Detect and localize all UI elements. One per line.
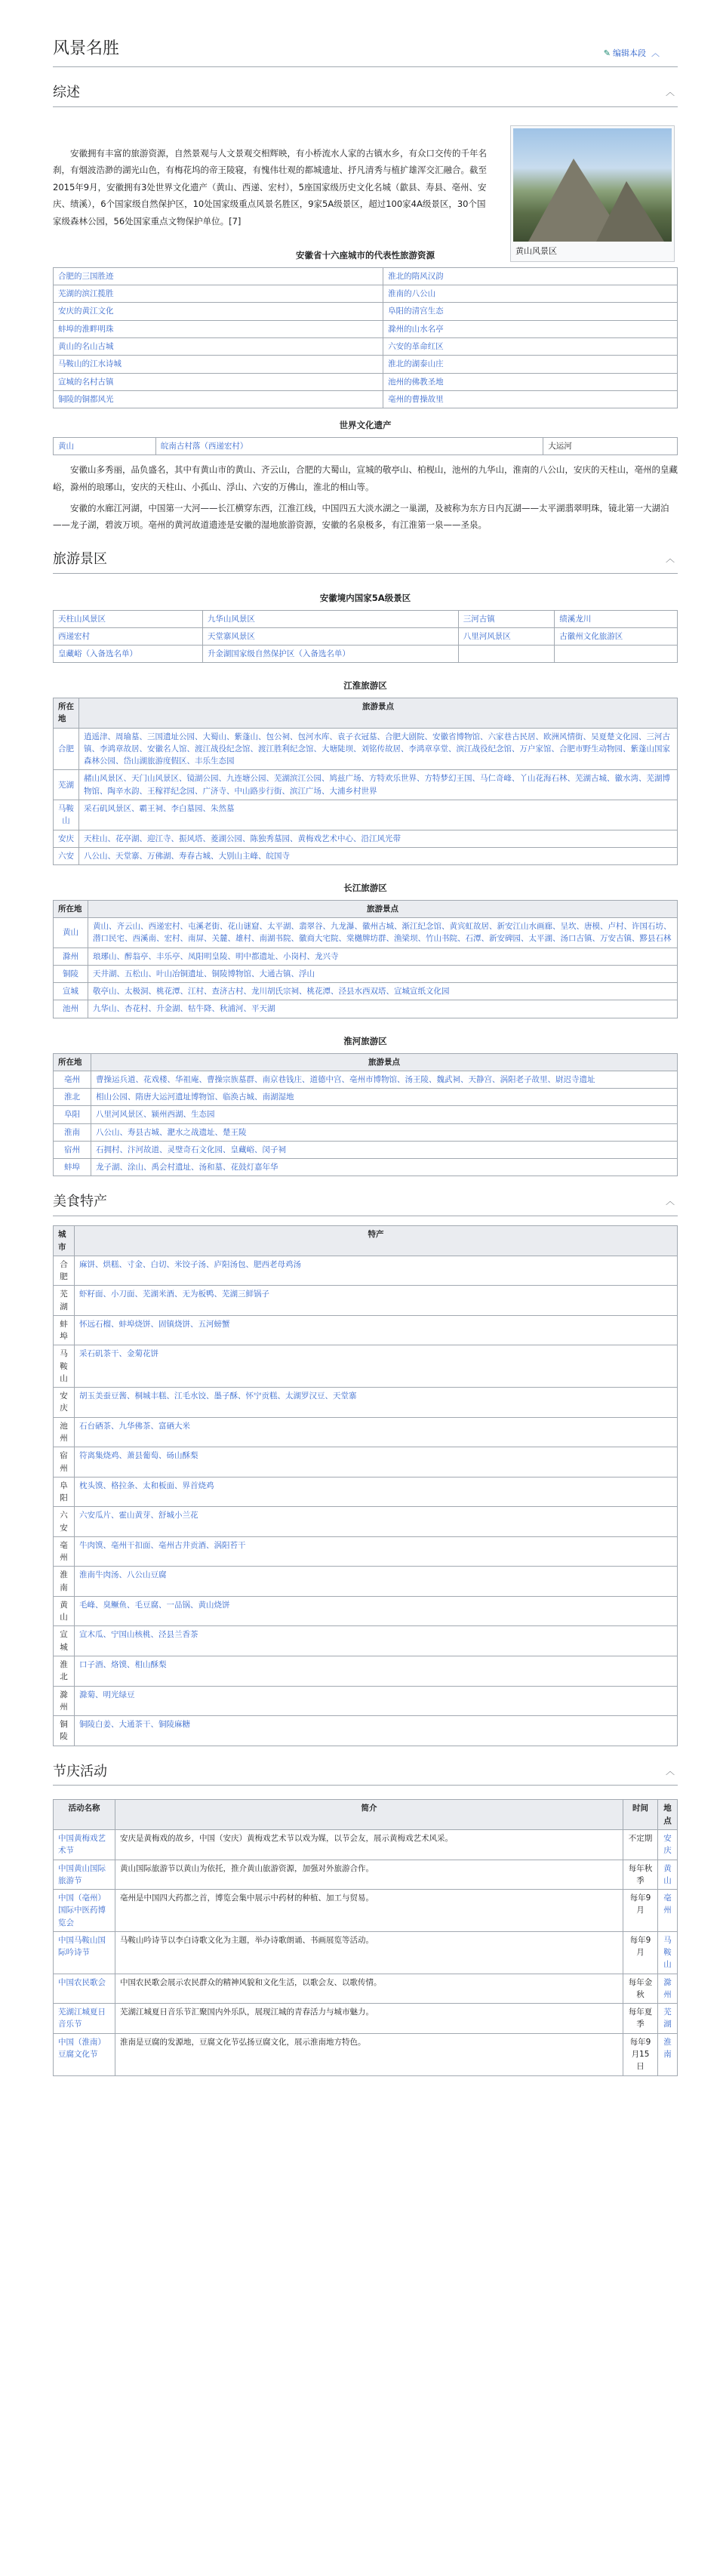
location-cell[interactable]: 阜阳 bbox=[54, 1106, 91, 1123]
city-cell: 黄山 bbox=[54, 1596, 75, 1626]
section-heading-food bbox=[53, 1187, 678, 1216]
table-cell: 亳州是中国四大药都之首，博览会集中展示中药材的种植、加工与贸易。 bbox=[115, 1890, 623, 1932]
column-header: 所在地 bbox=[54, 1053, 91, 1071]
festival-table bbox=[53, 1799, 678, 2075]
table-cell[interactable]: 宣木瓜、宁国山核桃、泾县兰香茶 bbox=[75, 1626, 678, 1656]
food-table bbox=[53, 1225, 678, 1746]
table-row bbox=[54, 1000, 678, 1018]
table-cell[interactable]: 虾籽面、小刀面、芜湖米酒、无为板鸭、芜湖三鲜锅子 bbox=[75, 1286, 678, 1316]
table-cell: 每年金秋 bbox=[623, 1974, 658, 2004]
table-cell[interactable]: 马鞍山的江水诗城 bbox=[54, 356, 383, 373]
table-cell[interactable]: 滁州的山水名亭 bbox=[383, 320, 678, 337]
event-name-cell[interactable]: 芜湖江城夏日音乐节 bbox=[54, 2004, 115, 2034]
table-row bbox=[54, 303, 678, 320]
city-cell: 铜陵 bbox=[54, 1716, 75, 1746]
table-row bbox=[54, 320, 678, 337]
table-title: 安徽省十六座城市的代表性旅游资源 bbox=[296, 250, 435, 261]
table-cell: 中国农民歌会展示农民群众的精神风貌和文化生活，以歌会友、以歌传情。 bbox=[115, 1974, 623, 2004]
table-row bbox=[54, 1596, 678, 1626]
column-header: 旅游景点 bbox=[91, 1053, 678, 1071]
table-cell[interactable]: 芜湖 bbox=[658, 2004, 678, 2034]
table-row bbox=[54, 770, 678, 800]
table-row bbox=[54, 1860, 678, 1890]
table-row bbox=[54, 1829, 678, 1860]
table-cell[interactable]: 采石矶风景区、霸王祠、李白墓园、朱然墓 bbox=[79, 800, 678, 830]
table-row bbox=[54, 1447, 678, 1478]
location-cell[interactable]: 淮北 bbox=[54, 1089, 91, 1106]
collapse-chevron-icon[interactable]: ︿ bbox=[665, 87, 675, 98]
table-cell[interactable]: 黄山、齐云山、西递宏村、屯溪老街、花山谜窟、太平湖、翡翠谷、九龙瀑、徽州古城、渐江纪念馆、黄宾虹故居、新安江山水画廊、呈坎、唐模、卢村、许国石坊、潜口民宅、西溪南、宏村、南屏、关麓、雄村、南湖书院、徽商大宅院、棠樾牌坊群、渔梁坝、竹山书院、石潭、新安碑园、太平湖、汤口古镇、万安古镇、黟县石林 bbox=[88, 918, 678, 948]
intro-paragraph: 安徽拥有丰富的旅游资源，自然景观与人文景观交相辉映，有小桥流水人家的古镇水乡，有众口交传的千年名刹，有烟波浩渺的湖光山色，有梅花坞的帝王陵寝，有愧伟壮观的都城遗址、抒凡清秀与植扩雄浑交汇融合。截至2015年9月，安徽拥有3处世界文化遗产（黄山、西递、宏村），5座国家级历史文化名城（歙县、寿县、亳州、安庆、绩溪），6个国家级自然保护区，10处国家级重点风景名胜区，9家5A级景区，超过100家4A级景区，30个国家级森林公园，56处国家重点文物保护单位。[7] bbox=[53, 147, 487, 226]
table-row bbox=[54, 627, 678, 645]
table-row bbox=[54, 356, 678, 373]
table-cell: 黄山国际旅游节以黄山为依托，推介黄山旅游资源，加强对外旅游合作。 bbox=[115, 1860, 623, 1890]
table-cell[interactable]: 马鞍山 bbox=[658, 1931, 678, 1974]
event-name-cell[interactable]: 中国黄梅戏艺术节 bbox=[54, 1829, 115, 1860]
table-cell[interactable]: 淮南的八公山 bbox=[383, 285, 678, 303]
city-cell: 池州 bbox=[54, 1417, 75, 1447]
table-cell: 每年9月15日 bbox=[623, 2033, 658, 2075]
table-cell[interactable]: 九华山、杏花村、升金湖、牯牛降、秋浦河、平天湖 bbox=[88, 1000, 678, 1018]
table-cell[interactable]: 淮北的隋风汉韵 bbox=[383, 267, 678, 285]
table-cell[interactable]: 琅琊山、醉翁亭、丰乐亭、凤阳明皇陵、明中都遗址、小岗村、龙兴寺 bbox=[88, 948, 678, 965]
table-cell[interactable]: 铜陵白姜、大通茶干、铜陵麻糖 bbox=[75, 1716, 678, 1746]
location-cell[interactable]: 芜湖 bbox=[54, 770, 79, 800]
location-cell[interactable]: 黄山 bbox=[54, 918, 88, 948]
thumbnail-caption: 黄山风景区 bbox=[515, 245, 557, 256]
table-cell[interactable]: 黄山的名山古城 bbox=[54, 337, 383, 355]
table-cell[interactable]: 符离集烧鸡、萧县葡萄、砀山酥梨 bbox=[75, 1447, 678, 1478]
table-cell: 芜湖江城夏日音乐节汇聚国内外乐队，展现江城的青春活力与城市魅力。 bbox=[115, 2004, 623, 2034]
mountains-paragraph: 安徽山多秀丽，品负盛名，其中有黄山市的黄山、齐云山，合肥的大蜀山，宣城的敬亭山、柏枧山，池州的九华山，淮南的八公山，安庆的天柱山，亳州的皇藏峪，滁州的琅琊山，安庆的天柱山、小孤山、浮山、六安的万佛山，淮北的相山等。 bbox=[53, 464, 678, 492]
city-cell: 亳州 bbox=[54, 1536, 75, 1567]
table-row bbox=[54, 337, 678, 355]
table-header-row bbox=[54, 698, 678, 729]
table-cell[interactable]: 八里河风景区、颍州西湖、生态园 bbox=[91, 1106, 678, 1123]
table-row bbox=[54, 1141, 678, 1158]
table-row bbox=[54, 983, 678, 1000]
table-title: 江淮旅游区 bbox=[343, 680, 387, 692]
table-row bbox=[54, 728, 678, 770]
city-cell: 合肥 bbox=[54, 1256, 75, 1286]
table-row bbox=[54, 918, 678, 948]
table-cell[interactable]: 芜湖的滨江揽胜 bbox=[54, 285, 383, 303]
location-cell[interactable]: 合肥 bbox=[54, 728, 79, 770]
table-cell[interactable]: 胡玉美蚕豆酱、桐城丰糕、江毛水饺、墨子酥、怀宁贡糕、太湖罗汉豆、天堂寨 bbox=[75, 1388, 678, 1418]
table-title: 淮河旅游区 bbox=[343, 1035, 387, 1046]
city-cell: 宿州 bbox=[54, 1447, 75, 1478]
section-title: 美食特产 bbox=[53, 1194, 107, 1210]
event-name-cell[interactable]: 中国（亳州）国际中医药博览会 bbox=[54, 1890, 115, 1932]
table-title: 长江旅游区 bbox=[343, 883, 387, 894]
table-cell[interactable]: 曹操运兵道、花戏楼、华祖庵、曹操宗族墓群、南京巷钱庄、道德中宫、亳州市博物馆、汤王陵、魏武祠、天静宫、涡阳老子故里、尉迟寺遗址 bbox=[91, 1071, 678, 1088]
table-title: 世界文化遗产 bbox=[339, 420, 392, 431]
table-cell[interactable]: 黄山 bbox=[54, 437, 156, 454]
table-title: 安徽境内国家5A级景区 bbox=[319, 592, 411, 603]
intro-text-container bbox=[53, 116, 491, 230]
table-cell[interactable]: 采石矶茶干、金菊花饼 bbox=[75, 1345, 678, 1388]
pencil-icon: ✎ bbox=[603, 48, 611, 58]
table-cell[interactable]: 口子酒、烙馍、相山酥梨 bbox=[75, 1656, 678, 1686]
huaihe-table bbox=[53, 1053, 678, 1177]
table-row bbox=[54, 1388, 678, 1418]
thumbnail[interactable] bbox=[510, 125, 675, 262]
city-cell: 六安 bbox=[54, 1507, 75, 1537]
table-cell: 每年9月 bbox=[623, 1931, 658, 1974]
table-row bbox=[54, 1071, 678, 1088]
table-row bbox=[54, 285, 678, 303]
table-row bbox=[54, 610, 678, 627]
table-cell[interactable]: 八公山、天堂寨、万佛湖、寿春古城、大别山主峰、皖国寺 bbox=[79, 847, 678, 864]
table-cell[interactable]: 皖南古村落（西递宏村） bbox=[155, 437, 543, 454]
huangshan-image[interactable] bbox=[513, 128, 672, 242]
location-cell[interactable]: 六安 bbox=[54, 847, 79, 864]
section-heading-festival bbox=[53, 1757, 678, 1786]
table-cell[interactable]: 八公山、寿县古城、淝水之战遗址、楚王陵 bbox=[91, 1123, 678, 1141]
changjiang-table bbox=[53, 900, 678, 1018]
location-cell[interactable]: 池州 bbox=[54, 1000, 88, 1018]
page-title-text: 风景名胜 bbox=[53, 39, 120, 58]
city-cell: 芜湖 bbox=[54, 1286, 75, 1316]
table-cell: 安庆是黄梅戏的故乡，中国（安庆）黄梅戏艺术节以戏为媒，以节会友，展示黄梅戏艺术风采。 bbox=[115, 1829, 623, 1860]
column-header: 旅游景点 bbox=[88, 900, 678, 917]
column-header: 城市 bbox=[54, 1226, 75, 1256]
column-header: 旅游景点 bbox=[79, 698, 678, 729]
table-cell[interactable] bbox=[458, 646, 554, 663]
location-cell[interactable]: 宣城 bbox=[54, 983, 88, 1000]
table-cell[interactable] bbox=[555, 646, 678, 663]
table-row bbox=[54, 437, 678, 454]
table-cell[interactable]: 石台硒茶、九华佛茶、富硒大米 bbox=[75, 1417, 678, 1447]
table-cell: 马鞍山吟诗节以李白诗歌文化为主题，举办诗歌朗诵、书画展览等活动。 bbox=[115, 1931, 623, 1974]
table-cell[interactable]: 六安瓜片、霍山黄芽、舒城小兰花 bbox=[75, 1507, 678, 1537]
table-cell[interactable]: 铜陵的铜都风光 bbox=[54, 390, 383, 408]
table-cell[interactable]: 绩溪龙川 bbox=[555, 610, 678, 627]
event-name-cell[interactable]: 中国（淮南）豆腐文化节 bbox=[54, 2033, 115, 2075]
table-header-row bbox=[54, 1226, 678, 1256]
table-row bbox=[54, 1417, 678, 1447]
table-row bbox=[54, 1123, 678, 1141]
table-cell[interactable]: 龙子湖、涂山、禹会村遗址、汤和墓、花鼓灯嘉年华 bbox=[91, 1159, 678, 1176]
table-row bbox=[54, 1159, 678, 1176]
location-cell[interactable]: 蚌埠 bbox=[54, 1159, 91, 1176]
city-cell: 淮北 bbox=[54, 1656, 75, 1686]
table-cell[interactable]: 古徽州文化旅游区 bbox=[555, 627, 678, 645]
city-resources-table bbox=[53, 267, 678, 408]
column-header: 时间 bbox=[623, 1800, 658, 1830]
table-row bbox=[54, 267, 678, 285]
location-cell[interactable]: 安庆 bbox=[54, 830, 79, 847]
table-row bbox=[54, 1626, 678, 1656]
column-header: 地点 bbox=[658, 1800, 678, 1830]
table-row bbox=[54, 2033, 678, 2075]
table-cell[interactable]: 淮北的湖泰山庄 bbox=[383, 356, 678, 373]
table-cell[interactable]: 合肥的三国胜迹 bbox=[54, 267, 383, 285]
table-row bbox=[54, 1974, 678, 2004]
column-header: 所在地 bbox=[54, 900, 88, 917]
page-title bbox=[53, 36, 678, 67]
table-cell[interactable]: 三河古镇 bbox=[458, 610, 554, 627]
table-row bbox=[54, 390, 678, 408]
section-heading-overview bbox=[53, 78, 678, 107]
location-cell[interactable]: 淮南 bbox=[54, 1123, 91, 1141]
column-header: 活动名称 bbox=[54, 1800, 115, 1830]
table-row bbox=[54, 1089, 678, 1106]
world-heritage-table bbox=[53, 437, 678, 455]
table-cell[interactable]: 西递宏村 bbox=[54, 627, 203, 645]
table-row bbox=[54, 1507, 678, 1537]
table-row bbox=[54, 847, 678, 864]
table-cell[interactable]: 升金湖国家级自然保护区（入备选名单） bbox=[202, 646, 458, 663]
edit-section-link[interactable]: ✎ 编辑本段 ︿ bbox=[603, 48, 660, 58]
jianghuai-table bbox=[53, 698, 678, 865]
table-cell[interactable]: 赭山风景区、天门山风景区、镜湖公园、九连塘公园、芜湖滨江公园、鸠兹广场、方特欢乐世界、方特梦幻王国、马仁奇峰、丫山花海石林、芜湖古城、徽水湾、芜湖博物馆、陶辛水韵、王稼祥纪念园、广济寺、中山路步行街、滨江广场、大浦乡村世界 bbox=[79, 770, 678, 800]
table-row bbox=[54, 1656, 678, 1686]
collapse-chevron-icon[interactable]: ︿ bbox=[665, 1765, 675, 1776]
table-cell[interactable]: 滁州 bbox=[658, 1974, 678, 2004]
table-cell[interactable]: 阜阳的清宫生态 bbox=[383, 303, 678, 320]
table-row bbox=[54, 1477, 678, 1507]
table-row bbox=[54, 948, 678, 965]
table-header-row bbox=[54, 1800, 678, 1830]
5a-scenic-table bbox=[53, 610, 678, 664]
location-cell[interactable]: 亳州 bbox=[54, 1071, 91, 1088]
section-title: 综述 bbox=[53, 85, 80, 101]
table-cell[interactable]: 亳州的曹操故里 bbox=[383, 390, 678, 408]
table-cell: 不定期 bbox=[623, 1829, 658, 1860]
city-cell: 滁州 bbox=[54, 1686, 75, 1716]
table-header-row bbox=[54, 1053, 678, 1071]
table-cell[interactable]: 大运河 bbox=[543, 437, 678, 454]
table-row bbox=[54, 830, 678, 847]
table-cell: 每年秋季 bbox=[623, 1860, 658, 1890]
table-row bbox=[54, 965, 678, 982]
table-cell[interactable]: 敬亭山、太极洞、桃花潭、江村、查济古村、龙川胡氏宗祠、桃花潭、泾县水西双塔、宣城宣纸文化园 bbox=[88, 983, 678, 1000]
table-row bbox=[54, 1106, 678, 1123]
table-row bbox=[54, 646, 678, 663]
location-cell[interactable]: 马鞍山 bbox=[54, 800, 79, 830]
table-cell[interactable]: 相山公园、隋唐大运河遗址博物馆、临涣古城、南湖湿地 bbox=[91, 1089, 678, 1106]
table-row bbox=[54, 1931, 678, 1974]
column-header: 简介 bbox=[115, 1800, 623, 1830]
table-cell[interactable]: 九华山风景区 bbox=[202, 610, 458, 627]
table-cell[interactable]: 宣城的名村古镇 bbox=[54, 373, 383, 390]
table-cell[interactable]: 淮南牛肉汤、八公山豆腐 bbox=[75, 1567, 678, 1597]
table-cell[interactable]: 石拥村、汴河故道、灵璧奇石文化园、皇藏峪、闵子祠 bbox=[91, 1141, 678, 1158]
table-row bbox=[54, 1345, 678, 1388]
table-header-row bbox=[54, 900, 678, 917]
event-name-cell[interactable]: 中国农民歌会 bbox=[54, 1974, 115, 2004]
table-cell[interactable]: 黄山 bbox=[658, 1860, 678, 1890]
section-title: 旅游景区 bbox=[53, 550, 107, 567]
table-cell[interactable]: 滁菊、明光绿豆 bbox=[75, 1686, 678, 1716]
location-cell[interactable]: 铜陵 bbox=[54, 965, 88, 982]
table-cell[interactable]: 毛峰、臭鳜鱼、毛豆腐、一品锅、黄山烧饼 bbox=[75, 1596, 678, 1626]
table-cell[interactable]: 皇藏峪（入备选名单） bbox=[54, 646, 203, 663]
table-row bbox=[54, 373, 678, 390]
table-cell[interactable]: 池州的佛教圣地 bbox=[383, 373, 678, 390]
location-cell[interactable]: 滁州 bbox=[54, 948, 88, 965]
section-title: 节庆活动 bbox=[53, 1763, 107, 1779]
table-cell[interactable]: 天堂寨风景区 bbox=[202, 627, 458, 645]
column-header: 特产 bbox=[75, 1226, 678, 1256]
city-cell: 宣城 bbox=[54, 1626, 75, 1656]
edit-label: 编辑本段 bbox=[613, 48, 646, 58]
table-row bbox=[54, 1567, 678, 1597]
city-cell: 蚌埠 bbox=[54, 1315, 75, 1345]
table-cell[interactable]: 麻饼、烘糕、寸金、白切、米饺子汤、庐阳汤包、肥西老母鸡汤 bbox=[75, 1256, 678, 1286]
table-row bbox=[54, 2004, 678, 2034]
city-cell: 安庆 bbox=[54, 1388, 75, 1418]
table-cell[interactable]: 怀远石榴、蚌埠烧饼、固镇烧饼、五河螃蟹 bbox=[75, 1315, 678, 1345]
table-row bbox=[54, 1890, 678, 1932]
city-cell: 淮南 bbox=[54, 1567, 75, 1597]
event-name-cell[interactable]: 中国马鞍山国际吟诗节 bbox=[54, 1931, 115, 1974]
city-cell: 马鞍山 bbox=[54, 1345, 75, 1388]
table-cell: 淮南是豆腐的发源地，豆腐文化节弘扬豆腐文化，展示淮南地方特色。 bbox=[115, 2033, 623, 2075]
table-cell[interactable]: 六安的革命红区 bbox=[383, 337, 678, 355]
table-row bbox=[54, 1286, 678, 1316]
table-row bbox=[54, 1716, 678, 1746]
collapse-chevron-icon[interactable]: ︿ bbox=[665, 1196, 675, 1207]
table-cell[interactable]: 蚌埠的淮畔明珠 bbox=[54, 320, 383, 337]
table-cell[interactable]: 天井湖、五松山、叶山冶铜遗址、铜陵博物馆、大通古镇、浮山 bbox=[88, 965, 678, 982]
table-cell[interactable]: 逍遥津、周瑜墓、三国遗址公园、大蜀山、紫蓬山、包公祠、包河水库、袁子衣冠墓、合肥大剧院、安徽省博物馆、六家巷古民居、欧洲风情街、吴夏楚文化园、三河古镇、李鸿章故居、安徽名人馆、渡江战役纪念馆、渡江胜利纪念馆、大塘陡坝、刘铭传故居、李鸿章享堂、滨江战役纪念馆、万户家馆、合肥市野生动物园、紫蓬山国家森林公园、岱山湖旅游度假区、丰乐生态园 bbox=[79, 728, 678, 770]
waters-paragraph: 安徽的水廊江河湖，中国第一大河——长江横穿东西，江淮江线，中国四五大淡水湖之一巢湖，及被称为东方日内瓦湖——太平湖翡翠明珠，镜北第一大湖泊——龙子湖，碧波万顷。亳州的黄河故道遗迹是安徽的湿地旅游资源，安徽的名泉极多，有江淮第一泉——圣泉。 bbox=[53, 502, 669, 531]
table-row bbox=[54, 800, 678, 830]
event-name-cell[interactable]: 中国黄山国际旅游节 bbox=[54, 1860, 115, 1890]
table-cell[interactable]: 安庆 bbox=[658, 1829, 678, 1860]
table-cell: 每年夏季 bbox=[623, 2004, 658, 2034]
table-row bbox=[54, 1536, 678, 1567]
table-cell[interactable]: 牛肉馍、亳州干扣面、亳州古井贡酒、涡阳苔干 bbox=[75, 1536, 678, 1567]
column-header: 所在地 bbox=[54, 698, 79, 729]
table-row bbox=[54, 1686, 678, 1716]
table-cell[interactable]: 枕头馍、格拉条、太和板面、界首烧鸡 bbox=[75, 1477, 678, 1507]
table-cell[interactable]: 亳州 bbox=[658, 1890, 678, 1932]
table-cell[interactable]: 天柱山、花亭湖、迎江寺、振风塔、菱湖公园、陈独秀墓园、黄梅戏艺术中心、沿江风光带 bbox=[79, 830, 678, 847]
collapse-chevron-icon[interactable]: ︿ bbox=[665, 553, 675, 564]
table-cell[interactable]: 天柱山风景区 bbox=[54, 610, 203, 627]
table-cell: 每年9月 bbox=[623, 1890, 658, 1932]
section-heading-scenic bbox=[53, 544, 678, 574]
table-cell[interactable]: 八里河风景区 bbox=[458, 627, 554, 645]
table-cell[interactable]: 淮南 bbox=[658, 2033, 678, 2075]
table-row bbox=[54, 1256, 678, 1286]
table-cell[interactable]: 安庆的黄江文化 bbox=[54, 303, 383, 320]
location-cell[interactable]: 宿州 bbox=[54, 1141, 91, 1158]
table-row bbox=[54, 1315, 678, 1345]
city-cell: 阜阳 bbox=[54, 1477, 75, 1507]
